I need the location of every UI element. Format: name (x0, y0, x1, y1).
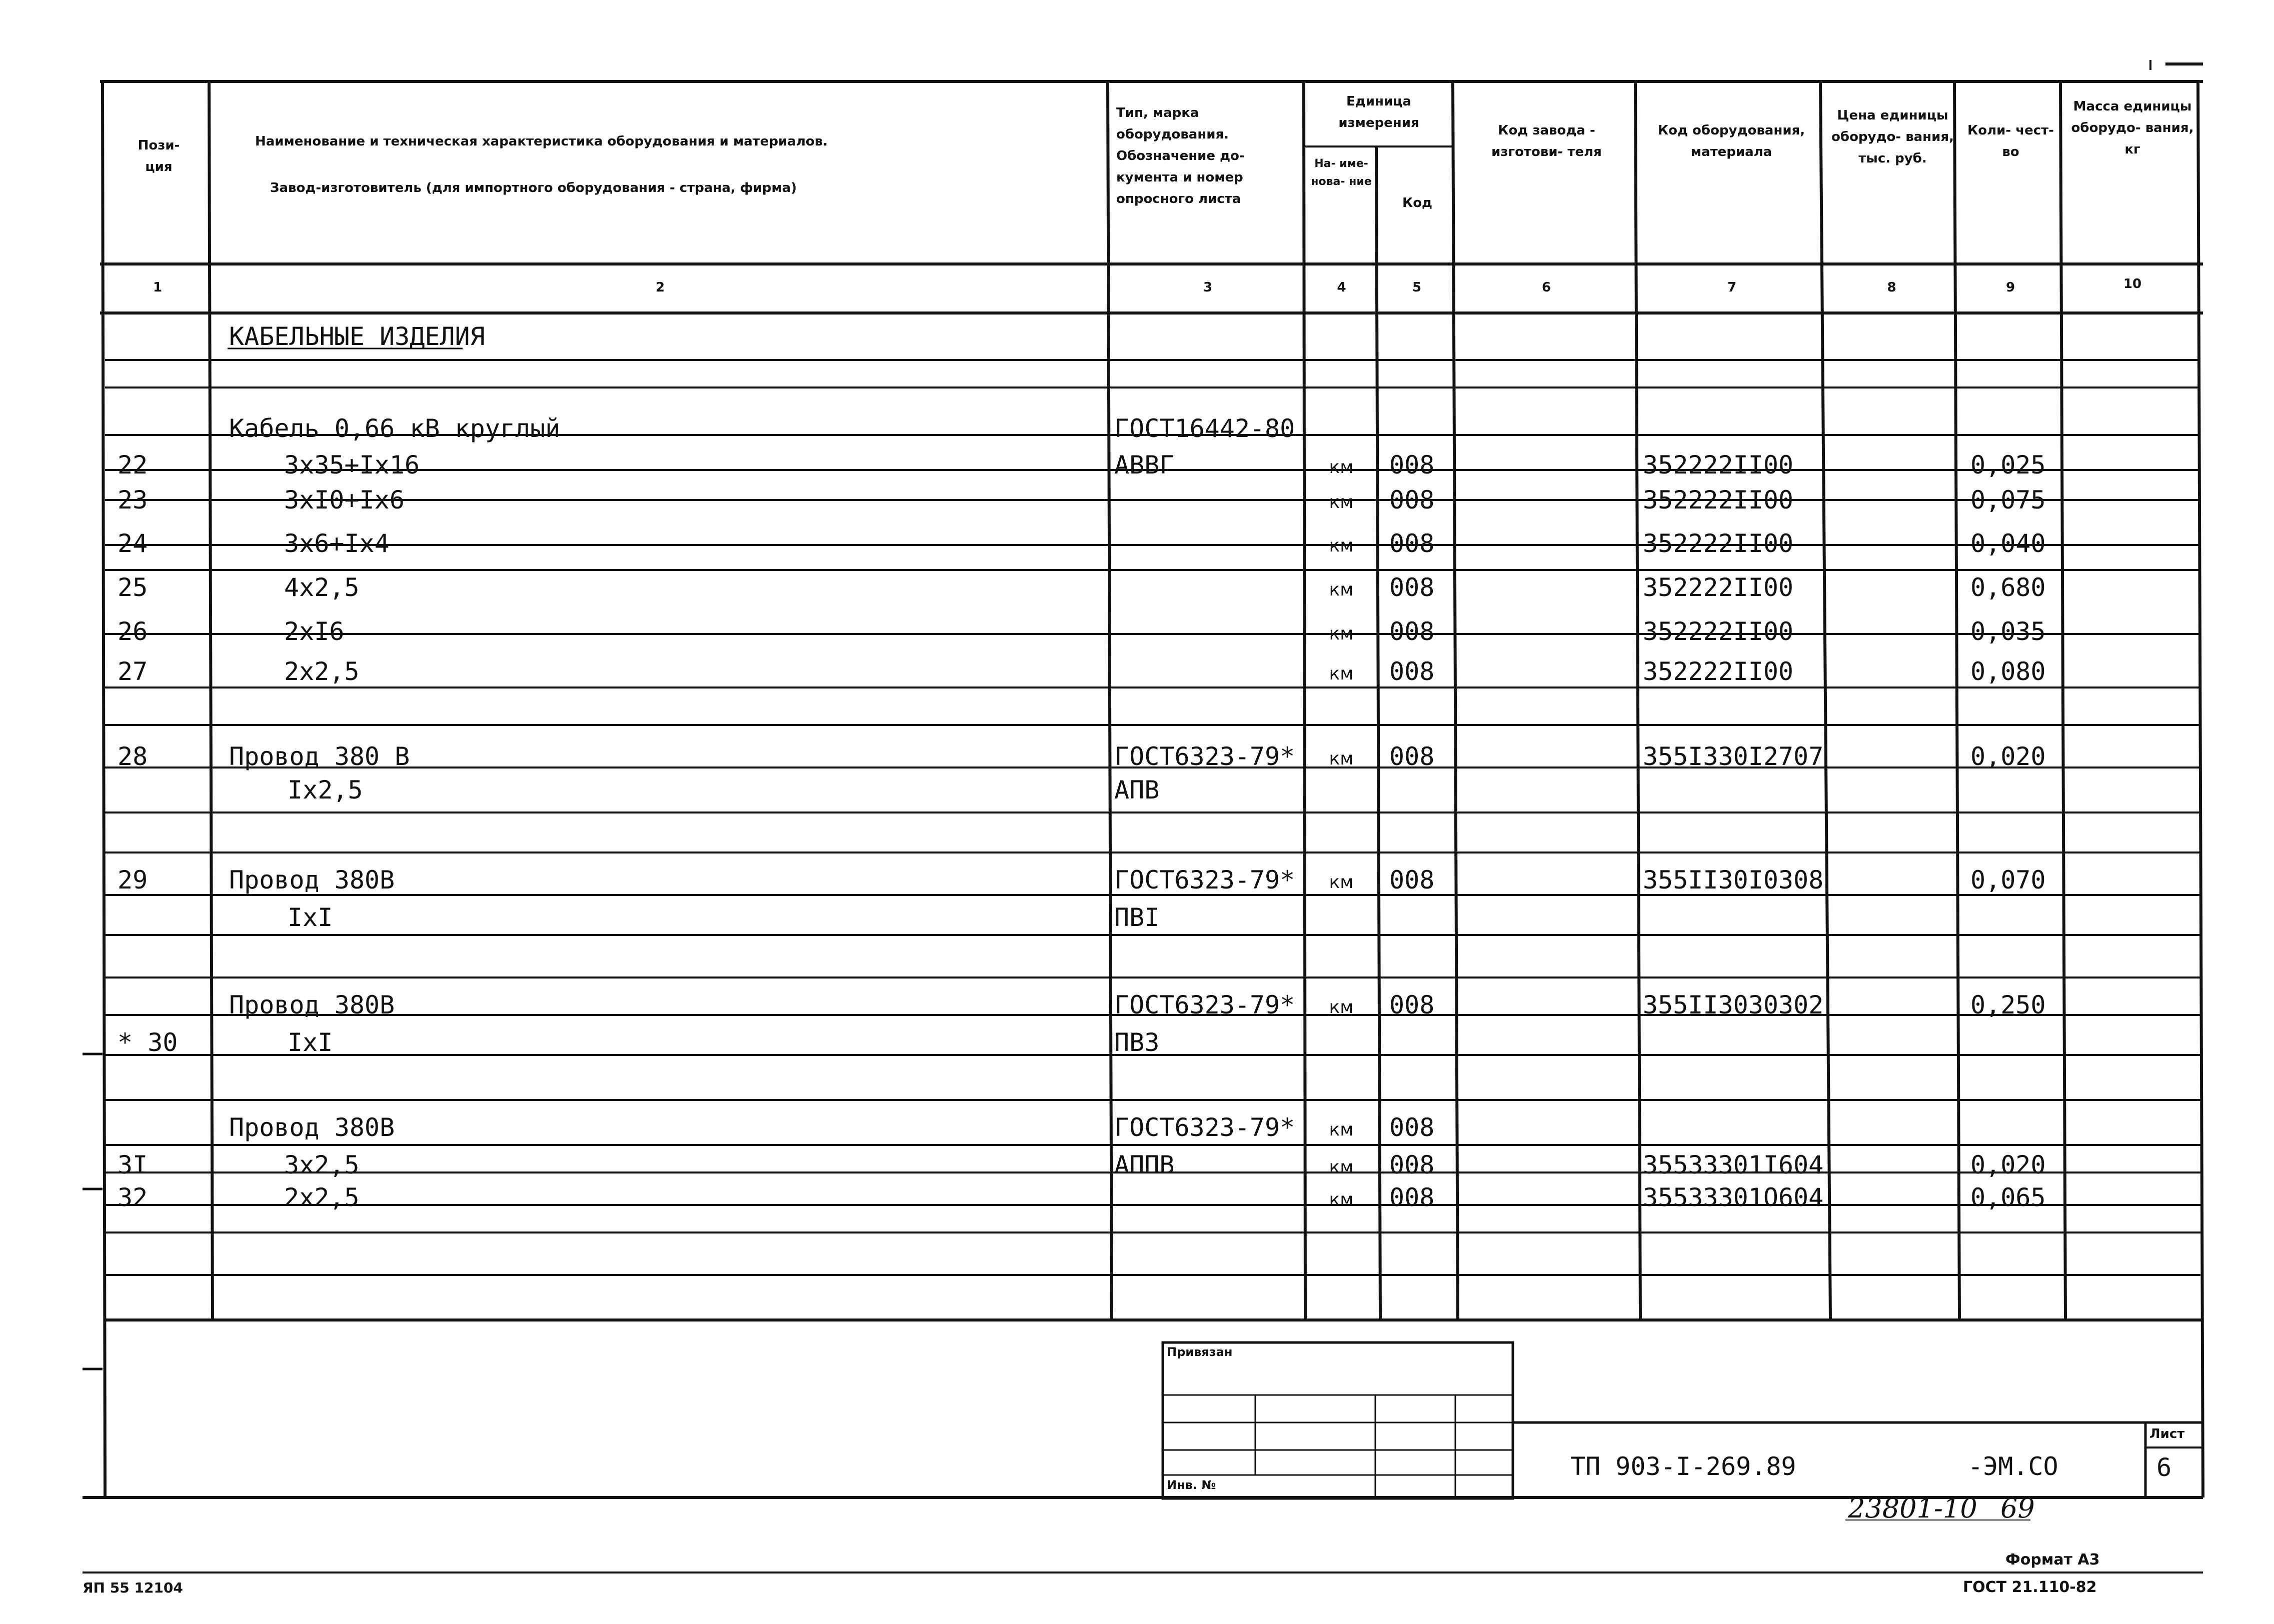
cell-type: АВВГ (1114, 450, 1175, 480)
col-number-10: 10 (2123, 276, 2142, 292)
col-number-8: 8 (1887, 280, 1896, 295)
cell-type: ГОСТ16442-80 (1114, 414, 1295, 443)
cell-name: 4х2,5 (284, 573, 360, 602)
cell-type: ГОСТ6323-79* (1114, 742, 1295, 771)
cell-unit-code: 008 (1389, 573, 1435, 602)
cell-quantity: 0,020 (1970, 742, 2046, 771)
cell-name: 2хI6 (284, 617, 345, 646)
cell-unit-code: 008 (1389, 1183, 1435, 1212)
cell-material-code: 355II3030302 (1643, 990, 1824, 1020)
cell-name: 3х6+Iх4 (284, 529, 390, 558)
cell-position: 32 (118, 1183, 148, 1212)
cell-type: АПВ (1114, 776, 1160, 804)
cell-position: 24 (118, 529, 148, 558)
cell-position: 27 (118, 657, 148, 686)
cell-unit: км (1329, 997, 1354, 1018)
cell-unit-code: 008 (1389, 529, 1435, 558)
cell-unit-code: 008 (1389, 486, 1435, 514)
cell-quantity: 0,020 (1970, 1150, 2046, 1180)
cell-quantity: 0,250 (1970, 990, 2046, 1020)
cell-type: ГОСТ6323-79* (1114, 990, 1295, 1020)
col-number-1: 1 (153, 280, 163, 295)
cell-material-code: 352222II00 (1643, 486, 1794, 514)
cell-unit-code: 008 (1389, 450, 1435, 480)
col-number-5: 5 (1412, 280, 1422, 295)
cell-material-code: 35533301I604 (1643, 1150, 1824, 1180)
cell-unit: км (1329, 748, 1354, 769)
cell-unit: км (1329, 1157, 1354, 1178)
cell-quantity: 0,075 (1970, 486, 2046, 514)
header-mass: Масса единицы оборудо- вания, кг (2071, 99, 2194, 157)
col-number-3: 3 (1203, 280, 1213, 295)
col-number-4: 4 (1337, 280, 1346, 295)
cell-position: 3I (118, 1150, 148, 1180)
cell-unit: км (1329, 457, 1354, 478)
cell-material-code: 355II30I0308 (1643, 866, 1824, 894)
cell-quantity: 0,040 (1970, 529, 2046, 558)
cell-unit-code: 008 (1389, 990, 1435, 1020)
cell-position: 23 (118, 486, 148, 514)
cell-material-code: 352222II00 (1643, 617, 1794, 646)
cell-quantity: 0,065 (1970, 1183, 2046, 1212)
inventory-label: Инв. № (1167, 1478, 1216, 1492)
cell-name: IхI (288, 1028, 333, 1057)
cell-name: 3хI0+Iх6 (284, 486, 405, 514)
header-unit: Единица измерения (1338, 94, 1419, 130)
header-unit-name: На- име- нова- ние (1311, 158, 1372, 188)
cell-unit: км (1329, 624, 1354, 644)
cell-material-code: 355I330I2707 (1643, 742, 1824, 771)
document-code: ТП 903-I-269.89 (1570, 1452, 1796, 1481)
header-price: Цена единицы оборудо- вания, тыс. руб. (1831, 108, 1954, 166)
cell-type: ПВ3 (1114, 1028, 1160, 1057)
cell-name: Провод 380 В (229, 742, 410, 771)
cell-name: 2х2,5 (284, 657, 360, 686)
gost-label: ГОСТ 21.110-82 (1963, 1578, 2097, 1596)
col-number-6: 6 (1541, 280, 1551, 295)
cell-name: Кабель 0,66 кВ круглый (229, 414, 561, 443)
cell-position: 25 (118, 573, 148, 602)
handwritten-number: 23801-10 (1848, 1492, 1977, 1524)
header-name-line2: Завод-изготовитель (для импортного оборудования - страна, фирма) (270, 180, 797, 196)
cell-name: Провод 380В (229, 990, 395, 1020)
cell-name: 2х2,5 (284, 1183, 360, 1212)
handwritten-page: 69 (2000, 1492, 2035, 1524)
cell-unit-code: 008 (1389, 657, 1435, 686)
cell-unit-code: 008 (1389, 866, 1435, 894)
document-suffix: -ЭМ.СО (1968, 1452, 2058, 1481)
header-type: Тип, марка оборудования. Обозначение до- кумента и номер опросного листа (1116, 106, 1245, 206)
print-code: ЯП 55 12104 (83, 1580, 183, 1596)
cell-unit: км (1329, 664, 1354, 684)
cell-material-code: 352222II00 (1643, 657, 1794, 686)
col-number-9: 9 (2005, 280, 2015, 295)
cell-material-code: 352222II00 (1643, 529, 1794, 558)
cell-position: 22 (118, 450, 148, 480)
cell-unit-code: 008 (1389, 742, 1435, 771)
cell-name: Iх2,5 (288, 776, 363, 804)
cell-name: Провод 380В (229, 866, 395, 894)
header-factory-code: Код завода - изготови- теля (1491, 123, 1602, 160)
cell-unit: км (1329, 1190, 1354, 1210)
privyazan-label: Привязан (1167, 1345, 1233, 1359)
cell-name: IхI (288, 903, 333, 932)
cell-unit-code: 008 (1389, 1150, 1435, 1180)
header-material-code: Код оборудования, материала (1657, 123, 1805, 160)
cell-position: 29 (118, 866, 148, 894)
format-label: Формат А3 (2005, 1551, 2100, 1568)
header-name-line1: Наименование и техническая характеристика оборудования и материалов. (255, 134, 828, 149)
cell-name: 3х2,5 (284, 1150, 360, 1180)
cell-type: АППВ (1114, 1150, 1175, 1180)
cell-unit-code: 008 (1389, 617, 1435, 646)
cell-unit: км (1329, 536, 1354, 556)
cell-unit-code: 008 (1389, 1113, 1435, 1142)
cell-unit: км (1329, 1120, 1354, 1140)
header-quantity: Коли- чест- во (1967, 123, 2054, 160)
col-number-2: 2 (655, 280, 665, 295)
sheet-label: Лист (2149, 1426, 2185, 1442)
cell-position: * 30 (118, 1028, 178, 1057)
cell-type: ГОСТ6323-79* (1114, 1113, 1295, 1142)
cell-quantity: 0,035 (1970, 617, 2046, 646)
cell-material-code: 35533301O604 (1643, 1183, 1824, 1212)
cell-unit: км (1329, 492, 1354, 512)
cell-position: 26 (118, 617, 148, 646)
cell-unit: км (1329, 872, 1354, 892)
col-number-7: 7 (1727, 280, 1737, 295)
section-title: КАБЕЛЬНЫЕ ИЗДЕЛИЯ (229, 322, 485, 351)
cell-position: 28 (118, 742, 148, 771)
header-unit-code: Код (1402, 196, 1433, 210)
cell-name: Провод 380В (229, 1113, 395, 1142)
header-position: Пози- ция (138, 138, 180, 174)
cell-quantity: 0,680 (1970, 573, 2046, 602)
cell-name: 3х35+Iх16 (284, 450, 420, 480)
cell-quantity: 0,070 (1970, 866, 2046, 894)
cell-material-code: 352222II00 (1643, 573, 1794, 602)
sheet-number: 6 (2156, 1453, 2172, 1482)
cell-material-code: 352222II00 (1643, 450, 1794, 480)
cell-unit: км (1329, 580, 1354, 600)
cell-type: ГОСТ6323-79* (1114, 866, 1295, 894)
cell-quantity: 0,080 (1970, 657, 2046, 686)
cell-type: ПВI (1114, 903, 1160, 932)
cell-quantity: 0,025 (1970, 450, 2046, 480)
